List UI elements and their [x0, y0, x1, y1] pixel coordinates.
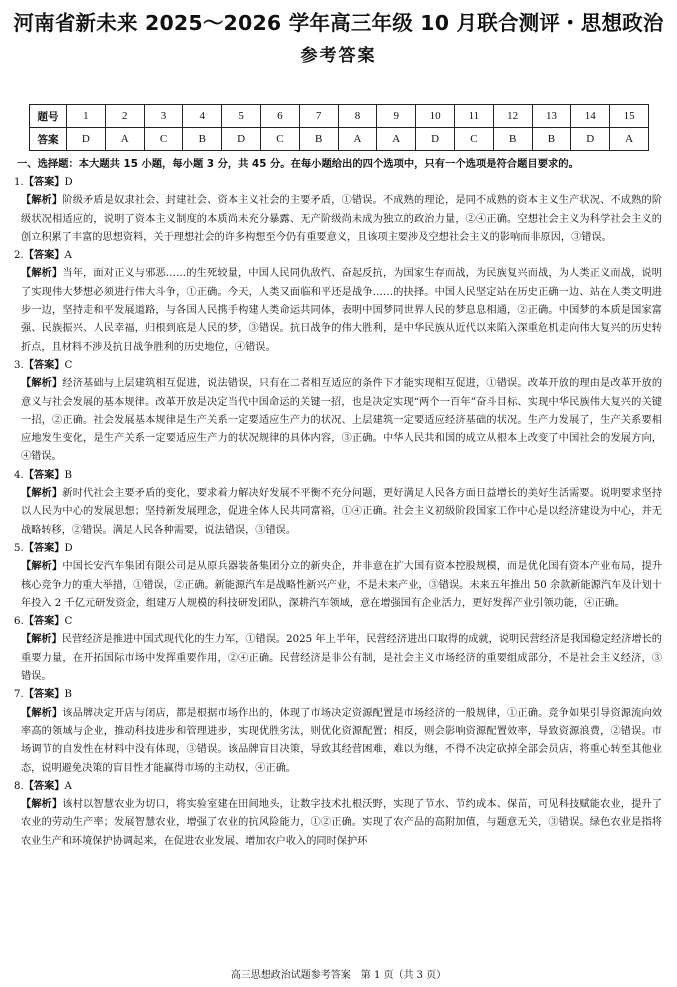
answer-label: 【答案】 [23, 542, 65, 554]
explanation-paragraph [14, 485, 662, 540]
explanation-paragraph [14, 375, 662, 466]
question-number: 7. [14, 689, 24, 701]
answer-value: C [64, 616, 73, 628]
answer-line [14, 686, 662, 704]
question-number: 8. [14, 780, 24, 792]
explanation-text: 经济基础与上层建筑相互促进，说法错误，只有在二者相互适应的条件下才能实现相互促进，①错误。改革开放的理由是改革开放的意义与社会发展的基本规律。改革开放是决定当代中国命运的关键一招，也是决定实现“两个一百年”奋斗目标、实现中华民族伟大复兴的关键一招，②正确。社会发展基本规律是生产关系一定要适应生产力的状况、上层建筑一定要适应经济基础的状况。生产力发展了，生产关系要相应地发生变化，是生产关系一定要适应生产力的状况规律的具体内容，③正确。中华人民共和国的成立从根本上改变了中国社会的发展方向，④错误。 [21, 378, 663, 463]
question-block [14, 540, 662, 613]
answer-cell: B [532, 128, 571, 151]
answer-line [14, 357, 662, 375]
answer-cell: B [299, 128, 338, 151]
question-block [14, 613, 662, 686]
question-block [14, 467, 662, 540]
answer-value: D [64, 542, 73, 554]
question-number-cell: 10 [416, 105, 455, 128]
question-number-cell: 6 [260, 105, 299, 128]
explanation-paragraph [14, 558, 662, 613]
question-number: 6. [14, 616, 24, 628]
question-number-cell: 9 [377, 105, 416, 128]
row-label-answer: 答案 [30, 128, 67, 151]
explanation-label: 【解析】 [21, 707, 63, 719]
explanation-text: 民营经济是推进中国式现代化的生力军，①错误。2025 年上半年，民营经济进出口取得的成就，说明民营经济是我国稳定经济增长的重要力量，在开拓国际市场中发挥重要作用，②④正确。民营经济是非公有制，是社会主义市场经济的重要组成部分，不是社会主义经济，③错误。 [21, 634, 662, 683]
question-number-cell: 3 [144, 105, 183, 128]
explanation-label: 【解析】 [21, 561, 63, 573]
page-footer: 高三思想政治试题参考答案 第 1 页（共 3 页） [230, 970, 447, 981]
answer-label: 【答案】 [23, 177, 65, 188]
answer-cell: A [105, 128, 144, 151]
answer-line [14, 613, 662, 631]
answer-value: B [64, 689, 72, 701]
answer-value: A [64, 780, 72, 792]
answer-cell: A [338, 128, 377, 151]
question-number: 5. [14, 542, 24, 554]
row-label-number: 题号 [30, 105, 67, 128]
answer-cell: D [222, 128, 261, 151]
answer-cell: B [183, 128, 222, 151]
question-number-cell: 11 [454, 105, 493, 128]
question-number-cell: 4 [183, 105, 222, 128]
answer-cell: A [610, 128, 649, 151]
question-number: 3. [14, 359, 24, 371]
question-number: 1. [14, 177, 24, 188]
question-number-cell: 14 [571, 105, 610, 128]
answer-value: A [64, 250, 72, 262]
question-block [14, 174, 662, 247]
answer-label: 【答案】 [23, 250, 65, 262]
explanation-paragraph [14, 192, 662, 247]
answer-value: B [64, 469, 72, 481]
question-number-cell: 8 [338, 105, 377, 128]
answer-cell: B [493, 128, 532, 151]
question-block [14, 778, 662, 851]
answer-line [14, 778, 662, 796]
question-number-cell: 1 [67, 105, 106, 128]
explanation-paragraph [14, 631, 662, 686]
answer-cell: C [454, 128, 493, 151]
answer-label: 【答案】 [23, 616, 65, 628]
page-title: 河南省新未来 2025～2026 学年高三年级 10 月联合测评・思想政治 [13, 11, 664, 35]
explanation-text: 该品牌决定开店与闭店，都是根据市场作出的，体现了市场决定资源配置是市场经济的一般规律，①正确。竞争如果引导资源流向效率高的领域与企业，推动科技进步和管理进步，实现优胜劣汰，则优化资源配置；相反，则会影响资源配置效率，导致资源浪费，②错误。市场调节的自发性在材料中没有体现，③错误。该品牌盲目决策，导致其经营困难，难以为继，不得不决定砍掉全部会员店，将重心转至其他业态，说明避免决策的盲目性才能赢得市场的主动权，④正确。 [21, 707, 663, 774]
explanation-paragraph [14, 796, 662, 851]
answer-table [29, 104, 649, 151]
answer-cell: D [67, 128, 106, 151]
explanation-text: 中国长安汽车集团有限公司是从原兵器装备集团分立的新央企，并非意在扩大国有资本控股规模，而是优化国有资本产业布局，提升核心竞争力的重大举措，①错误，②正确。新能源汽车是战略性新兴产业，不是未来产业，③错误。未来五年推出 50 余款新能源汽车及计划十年投入 2 千亿元研发资金，组建万人规模的科技研发团队，深耕汽车领域，意在增强国有企业活力，更好发挥产业引领功能，④正确。 [21, 561, 663, 609]
answer-label: 【答案】 [23, 469, 65, 481]
answer-line [14, 540, 662, 558]
explanation-paragraph [14, 265, 662, 356]
answer-cell: C [144, 128, 183, 151]
question-number-cell: 5 [222, 105, 261, 128]
explanations [14, 174, 662, 851]
question-number: 2. [14, 250, 24, 262]
answer-label: 【答案】 [23, 780, 65, 792]
answer-label: 【答案】 [23, 359, 65, 371]
answer-value: C [64, 359, 73, 371]
explanation-text: 该村以智慧农业为切口，将实验室建在田间地头，让数字技术扎根沃野，实现了节水、节约成本、保苗，可见科技赋能农业，提升了农业的劳动生产率；发展智慧农业，增强了农业的抗风险能力，①②正确。实现了农产品的高附加值，与题意无关，③错误。绿色农业是指将农业生产和环境保护协调起来，在促进农业发展、增加农户收入的同时保护环 [21, 799, 663, 847]
answer-value: D [64, 177, 73, 188]
question-number-cell: 2 [105, 105, 144, 128]
answer-cell: A [377, 128, 416, 151]
section-heading: 一、选择题：本大题共 15 小题，每小题 3 分，共 45 分。在每小题给出的四个选项中，只有一个选项是符合题目要求的。 [17, 158, 579, 170]
answer-cell: D [416, 128, 455, 151]
explanation-text: 新时代社会主要矛盾的变化，要求着力解决好发展不平衡不充分问题，更好满足人民各方面日益增长的美好生活需要。说明要求坚持以人民为中心的发展思想；坚持新发展理念，促进全体人民共同富裕，①④正确。社会主义初级阶段国家工作中心是以经济建设为中心，并无战略转移，②错误。满足人民各种需要，说法错误，③错误。 [21, 488, 663, 536]
question-block [14, 247, 662, 357]
answer-line [14, 467, 662, 485]
answer-line [14, 174, 662, 192]
question-block [14, 357, 662, 467]
explanation-paragraph [14, 705, 662, 778]
question-block [14, 686, 662, 777]
question-number-row [30, 105, 649, 128]
explanation-label: 【解析】 [21, 488, 63, 500]
answer-cell: C [260, 128, 299, 151]
answer-line [14, 247, 662, 265]
explanation-label: 【解析】 [21, 268, 63, 280]
explanation-text: 阶级矛盾是奴隶社会、封建社会、资本主义社会的主要矛盾，①错误。不成熟的理论，是同不成熟的资本主义生产状况、不成熟的阶级状况相适应的，说明了资本主义制度的本质尚未充分暴露、无产阶级尚未成为独立的政治力量，②④正确。空想社会主义为科学社会主义的创立积累了丰富的思想资料，关于理想社会的许多构想至今仍有重要意义，且该项主要涉及空想社会主义的影响而非原因，③错误。 [21, 195, 663, 243]
answer-cell: D [571, 128, 610, 151]
question-number-cell: 13 [532, 105, 571, 128]
explanation-label: 【解析】 [21, 634, 62, 646]
question-number-cell: 15 [610, 105, 649, 128]
answer-row [30, 128, 649, 151]
question-number-cell: 12 [493, 105, 532, 128]
explanation-label: 【解析】 [21, 799, 63, 811]
explanation-label: 【解析】 [21, 378, 63, 390]
explanation-text: 当年，面对正义与邪恶……的生死较量，中国人民同仇敌忾、奋起反抗，为国家生存而战，为民族复兴而战，为人类正义而战，说明了实现伟大梦想必须进行伟大斗争，①正确。今天，人类又面临和平还是战争……的抉择。中国人民坚定站在历史正确一边、站在人类文明进步一边，坚持走和平发展道路，与各国人民携手构建人类命运共同体，表明中国梦同世界人民的梦息息相通，②正确。中国梦的本质是国家富强、民族振兴、人民幸福，归根到底是人民的梦，③错误。抗日战争的伟大胜利，是中华民族从近代以来陷入深重危机走向伟大复兴的历史转折点，且材料不涉及抗日战争胜利的历史地位，④错误。 [21, 268, 662, 353]
explanation-label: 【解析】 [21, 195, 63, 207]
question-number: 4. [14, 469, 24, 481]
page-subtitle: 参考答案 [300, 46, 377, 66]
answer-label: 【答案】 [23, 689, 65, 701]
question-number-cell: 7 [299, 105, 338, 128]
